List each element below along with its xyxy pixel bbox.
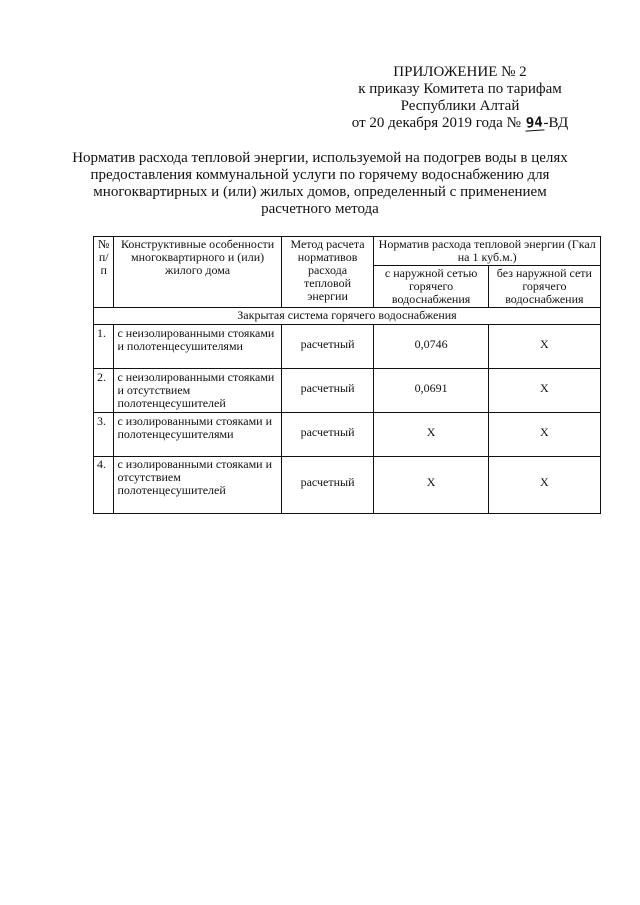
row-without-network: Х: [488, 413, 600, 457]
row-features: с неизолированными стояками и полотенцесушителями: [114, 325, 281, 369]
row-num: 2.: [94, 369, 114, 413]
row-method: расчетный: [281, 369, 374, 413]
header-method: Метод расчета нормативов расхода тепловой энергии: [281, 237, 374, 308]
order-suffix: -ВД: [543, 115, 569, 131]
region-name: Республики Алтай: [400, 98, 520, 114]
row-method: расчетный: [281, 325, 374, 369]
table-row: [94, 325, 601, 369]
row-features: с изолированными стояками и отсутствием полотенцесушителей: [114, 457, 281, 514]
section-row: [94, 308, 601, 325]
row-with-network: Х: [374, 457, 488, 514]
row-with-network: 0,0746: [374, 325, 488, 369]
table-header-row: [94, 237, 601, 266]
order-date-number: [340, 115, 580, 132]
row-num: 4.: [94, 457, 114, 514]
row-without-network: Х: [488, 457, 600, 514]
table-row: [94, 413, 601, 457]
row-features: с изолированными стояками и полотенцесушителями: [114, 413, 281, 457]
handwritten-order-number: 94: [525, 114, 544, 132]
row-num: 3.: [94, 413, 114, 457]
row-method: расчетный: [281, 413, 374, 457]
table-row: [94, 369, 601, 413]
order-date: от 20 декабря 2019 года №: [351, 115, 521, 131]
appendix-title: ПРИЛОЖЕНИЕ № 2: [393, 64, 527, 80]
order-reference: к приказу Комитета по тарифам: [358, 81, 562, 97]
row-num: 1.: [94, 325, 114, 369]
row-method: расчетный: [281, 457, 374, 514]
document-title: Норматив расхода тепловой энергии, используемой на подогрев воды в целях предоставления коммунальной услуги по горячему водоснабжению для многоквартирных и (или) жилых домов, определенный с применением расчетного метода: [72, 150, 568, 217]
row-with-network: Х: [374, 413, 488, 457]
header-features: Конструктивные особенности многоквартирного и (или) жилого дома: [114, 237, 281, 308]
section-label: Закрытая система горячего водоснабжения: [94, 308, 601, 325]
row-without-network: Х: [488, 369, 600, 413]
row-features: с неизолированными стояками и отсутствием полотенцесушителей: [114, 369, 281, 413]
row-with-network: 0,0691: [374, 369, 488, 413]
norms-table: [93, 236, 601, 514]
appendix-header: [340, 64, 580, 132]
header-norm: Норматив расхода тепловой энергии (Гкал на 1 куб.м.): [374, 237, 601, 266]
header-num: № п/п: [94, 237, 114, 308]
row-without-network: Х: [488, 325, 600, 369]
header-without-network: без наружной сети горячего водоснабжения: [488, 266, 600, 308]
header-with-network: с наружной сетью горячего водоснабжения: [374, 266, 488, 308]
table-row: [94, 457, 601, 514]
